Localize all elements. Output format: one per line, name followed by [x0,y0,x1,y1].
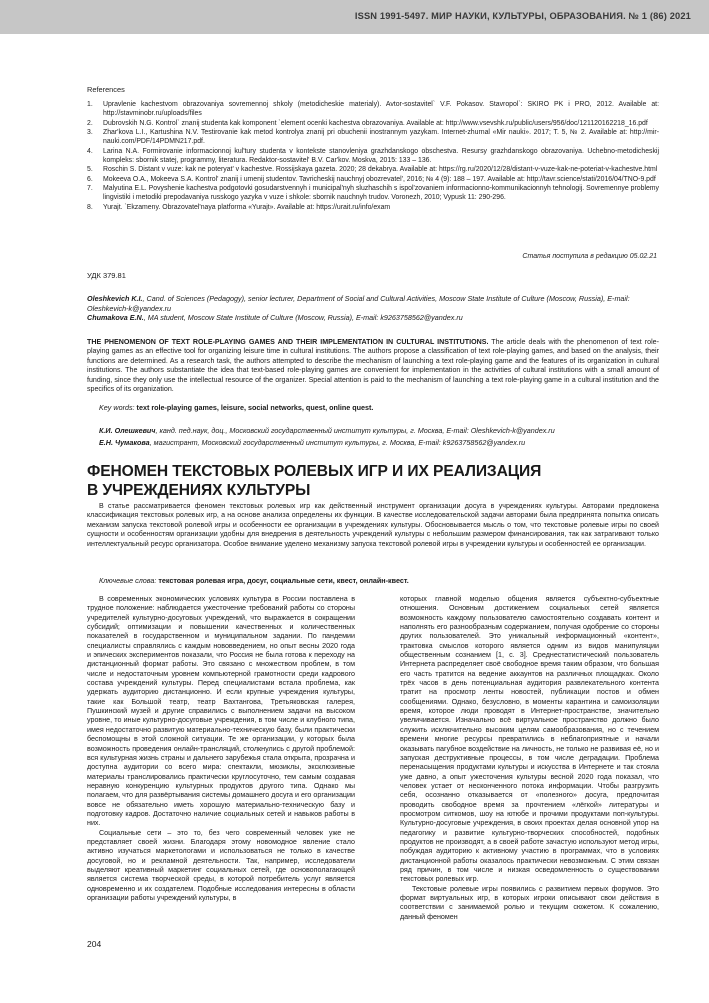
reference-item [87,147,659,165]
body-paragraph: которых главной моделью общения является субъектно-субъектные отношения. Основным достижением социальных сетей является возможность каждому пользователю самостоятельно создавать контент и наполнять его разнообразным содержанием, получая одобрение со стороны других пользователей. Это уникальный информационный «контент», трактовка смыслов которого является одним из видов манипуляции общественным сознанием [1, с. 3]. Среднестатистический пользователь Интернета распределяет своё свободное время таким образом, что большая его часть тратится на ведение аккаунтов на различных площадках. Около трёх часов в день потенциальная аудитория развлекательного контента тратит на просмотр ленты новостей, публикации постов и обмен сообщениями. Однако, безусловно, в моменты карантина и самоизоляции время, которое люди проводят в Интернет-пространстве, значительно увеличивается. Изначально всё виртуальное пространство должно было служить исключительно высоким целям самообразования, но с течением времени многие ресурсы превратились в неблагоприятные и начали оказывать пагубное воздействие на личность, не только не развивая её, но и запуская деструктивные процессы, в том числе деградации. Проблема перенасыщения продуктами культуры и искусства в Интернете и так стояла уже давно, а опыт ужесточения культуры весной 2020 года показал, что человек устает от несконченного потока информации. Чтобы разгрузить себя, осознанно отказывается от «полезного» досуга, предпочитая проводить свободное время за прочтением «лёгкой» литературы и просмотром ситкомов, шоу на ютюбе и прочими продуктами поп-культуры. Культурно-досуговые учреждения, в своих проектах делая основной упор на педагогику и развитие культурно-творческих способностей, подобных продуктов не производят, а в своей работе зачастую используют метод игры, побуждая аудиторию к активному участию в программах, что в условиях дистанционной работы оказалось практически невозможным. С этим связан ряд причин, в том числе и низкая осведомленность о существовании текстовых ролевых игр. [400,595,659,884]
references-list [87,100,659,212]
reference-item [87,128,659,146]
page-header [0,0,709,34]
authors-english [87,294,659,323]
author-2-ru-name: Е.Н. Чумакова [99,437,150,447]
reference-text: Mokeeva O.A., Mokeeva S.A. Kontrol' znanij i umenij studentov. Tavricheskij nauchnyj obozrevatel', 2016; № 4 (9): 188 – 197. Available at: http://tavr.science/stati/2016/04/TNO-9.pdf [103,175,656,183]
reference-number: 2. [87,119,93,127]
reference-item [87,175,659,184]
reference-item [87,100,659,118]
body-paragraph: В современных экономических условиях культура в России поставлена в трудное положение: наблюдается ужесточение требований работы со стороны учредителей культурно-досуговых учреждений, что выражается в сокращении субсидий; оптимизации и повышении качественных и количественных показателей в государственном и муниципальном задании. По пандемии специалисты справлялись с каждым нововведением, но опыт весны 2020 года и эпических экспериментов показали, что Россия не была готова к переходу на дистанционный формат работы. Это связано с множеством проблем, в том числе и недостаточным уровнем компьютерной грамотности среди кадрового состава учреждений культуры. Перед специалистами встала проблема, как удержать аудиторию дистанционно. И если крупные учреждения культуры, такие как Большой театр, театр Вахтангова, Третьяковская галерея, Пушкинский музей и другие справились с выполнением задачи на высоком уровне, то иные культурно-досуговые учреждения, в том числе и клубного типа, имея недостаточно развитую материально-техническую базу, были практически беспомощны в этой сложной ситуации. Те же организации, у которых была возможность проведения онлайн-трансляций, столкнулись с другой проблемой: вся культурная жизнь страны и дальнего зарубежья стала открыта, прозрачна и доступна аудитории со всего мира: спектакли, мюзиклы, эксклюзивные материалы транслировались практически круглосуточно, тем самым создавая неравную конкуренцию культурных продуктов другого типа. Однако мы полагаем, что для развёртывания системы домашнего досуга и его организации вовсе не обязательно иметь хорошую материально-техническую базу и подготовку кадров. Достаточно наличие социальных сетей и навыков работы в них. [87,595,355,828]
abstract-russian: В статье рассматривается феномен текстовых ролевых игр как действенный инструмент организации досуга в учреждениях культуры. Авторами предложена классификация текстовых ролевых игр, а на основе анализа определены их функции. В качестве исследовательской задачи авторами была предпринята попытка описать механизм запуска текстовой ролевой игры и особенности ее организации в учреждениях культуры. Обосновывается мысль о том, что текстовые ролевые игры по своей сущности и особенностям организации удобны для внедрения в деятельность учреждений культуры с небольшим размером финансирования, так как затрагивают только интеллектуальный ресурс организатора. Особое внимание уделено механизму запуска текстовой ролевой игры в учреждении культуры и особенностей ее организации. [87,502,659,548]
author-1-ru-info: , канд. пед.наук, доц., Московский государственный институт культуры, г. Москва, E-mail: Oleshkevich-k@yandex.ru [155,426,555,435]
body-column-left [87,595,355,903]
abstract-english [87,338,659,394]
reference-number: 1. [87,101,93,108]
author-2-en-info: , MA student, Moscow State Institute of Culture (Moscow, Russia), E-mail: k9263758562@yandex.ru [143,313,463,323]
abstract-english-title: THE PHENOMENON OF TEXT ROLE-PLAYING GAMES AND THEIR IMPLEMENTATION IN CULTURAL INSTITUTIONS. [87,338,489,346]
reference-number: 6. [87,175,93,183]
reference-text: Malyutina E.L. Povyshenie kachestva podgotovki gosudarstvennyh i municipal'nyh sluzhaschih s ispol'zovaniem informacionno-kommunikacionnyh tehnologij. Sovremennye problemy lingvistiki i metodiki prepodavaniya russkogo yazyka v vuze i shkole: sbornik nauchnyh trudov. Voronezh, 2010; Vypusk 11: 290-296. [103,185,659,201]
body-paragraph: Текстовые ролевые игры появились с развитием первых форумов. Это формат виртуальных игр, в которых игроки описывают свои действия в соответствии с занимаемой ролью и текущим сюжетом. К сожалению, данный феномен [400,884,659,921]
reference-number: 5. [87,166,93,173]
keywords-russian-label: Ключевые слова: [99,576,157,585]
author-2-en [87,313,659,323]
abstract-english-text: The article deals with the phenomenon of text role-playing games as an effective tool for organizing leisure time in cultural institutions. The authors propose a classification of text role-playing games, and based on the analysis, their functions are determined. As a research task, the authors attempted to describe the mechanism of launching a text role-playing game and the features of its organization in cultural institutions. The authors substantiate the idea that text-based role-playing games are convenient for implementation in the activities of cultural institutions with a small amount of funding, since they only use the intellectual resource of the organizer. Special attention is paid to the mechanism of launching a text role-playing game in a cultural institution and the specifics of its organization. [87,338,659,394]
reference-text: Yurajt. `Ekzameny. Obrazovatel'naya platforma «Yurajt». Available at: https://urait.ru/info/exam [103,203,391,211]
references-title: References [87,85,125,94]
reference-text: Zhar'kova L.I., Kartushina N.V. Testirovanie kak metod kontrolya znanij pri obuchenii inostrannym yazykam. Internet-zhurnal «Mir nauki». 2017; T. 5, № 2. Available at: http://mir-nauki.com/PDF/14PDMN217.pdf. [103,129,659,145]
reference-text: Roschin S. Distant v vuze: kak ne poteryat' v kachestve. Rossijskaya gazeta. 2020; 28 dekabrya. Available at: https://rg.ru/2020/12/28/distant-v-vuze-kak-ne-poteriat-v-kachestve.html [103,166,658,173]
author-2-ru [99,437,659,449]
article-title [87,462,659,500]
reference-number: 8. [87,203,93,211]
reference-number: 4. [87,147,93,155]
article-title-line-1: ФЕНОМЕН ТЕКСТОВЫХ РОЛЕВЫХ ИГР И ИХ РЕАЛИЗАЦИЯ [87,463,542,480]
article-title-line-2: В УЧРЕЖДЕНИЯХ КУЛЬТУРЫ [87,482,311,499]
reference-number: 3. [87,129,93,136]
keywords-english [99,403,659,412]
author-2-en-name: Chumakova E.N. [87,313,144,323]
reference-item [87,119,659,128]
keywords-english-text: text role-playing games, leisure, social networks, quest, online quest. [134,403,374,412]
reference-text: Dubrovskih N.G. Kontrol` znanij studenta kak komponent `element ocenki kachestva obrazovaniya. Available at: http://www.vsevshk.ru/public/users/956/doc/121120162218_16.pdf [103,119,648,127]
reference-item [87,165,659,174]
reference-text: Larina N.A. Formirovanie informacionnoj kul'tury studenta v kontekste stanovleniya grazhdanskogo obschestva. Resursy grazhdanskogo obrazovaniya. Uchebno-metodicheskij kompleks: sbornik statej, programmy, literatura. Redaktor-sostavitel' B.V. Car'kov. Moskva, 2015: 133 – 136. [103,147,659,164]
reference-item [87,184,659,202]
keywords-russian [99,576,659,585]
reference-item [87,203,659,212]
keywords-english-label: Key words: [99,403,135,412]
keywords-russian-text: текстовая ролевая игра, досуг, социальные сети, квест, онлайн-квест. [156,576,409,585]
author-1-en-name: Oleshkevich K.I. [87,294,143,303]
author-1-ru-name: К.И. Олешкевич [99,426,156,435]
body-column-right [400,595,659,922]
authors-russian [99,425,659,448]
author-1-en-info: , Cand. of Sciences (Pedagogy), senior lecturer, Department of Social and Cultural Activities, Moscow State Institute of Culture (Moscow, Russia), E-mail: Oleshkevich-k@yandex.ru [87,294,630,313]
body-paragraph: Социальные сети – это то, без чего современный человек уже не представляет своей жизни. Благодаря этому новомодное явление стало активно изучаться маркетологами и использоваться не только в качестве досуговой, но и рекламной деятельности. Так, например, исследователи выделяют креативный маркетинг социальных сетей, где основополагающей является система творческой среды, в которой потребитель услуг является одновременно и их создателем. Подобные исследования интересны в области организации работы учреждений культуры, в [87,828,355,902]
author-1-ru [99,425,659,437]
journal-header-text: ISSN 1991-5497. МИР НАУКИ, КУЛЬТУРЫ, ОБРАЗОВАНИЯ. № 1 (86) 2021 [354,11,691,21]
reference-text: Upravlenie kachestvom obrazovaniya sovremennoj shkoly (metodicheskie materialy). Avtor-sostavitel` V.F. Pokasov. Stavropol`: SKIRO PK i PRO, 2012. Available at: http://stavminobr.ru/uploads/files [103,101,659,117]
author-2-ru-info: , магистрант, Московский государственный институт культуры, г. Москва, E-mail: k9263758562@yandex.ru [149,437,526,447]
author-1-en [87,294,659,313]
page-number: 204 [87,939,102,949]
udk-code: УДК 379.81 [87,271,126,280]
received-date: Статья поступила в редакцию 05.02.21 [522,253,657,260]
reference-number: 7. [87,185,93,192]
